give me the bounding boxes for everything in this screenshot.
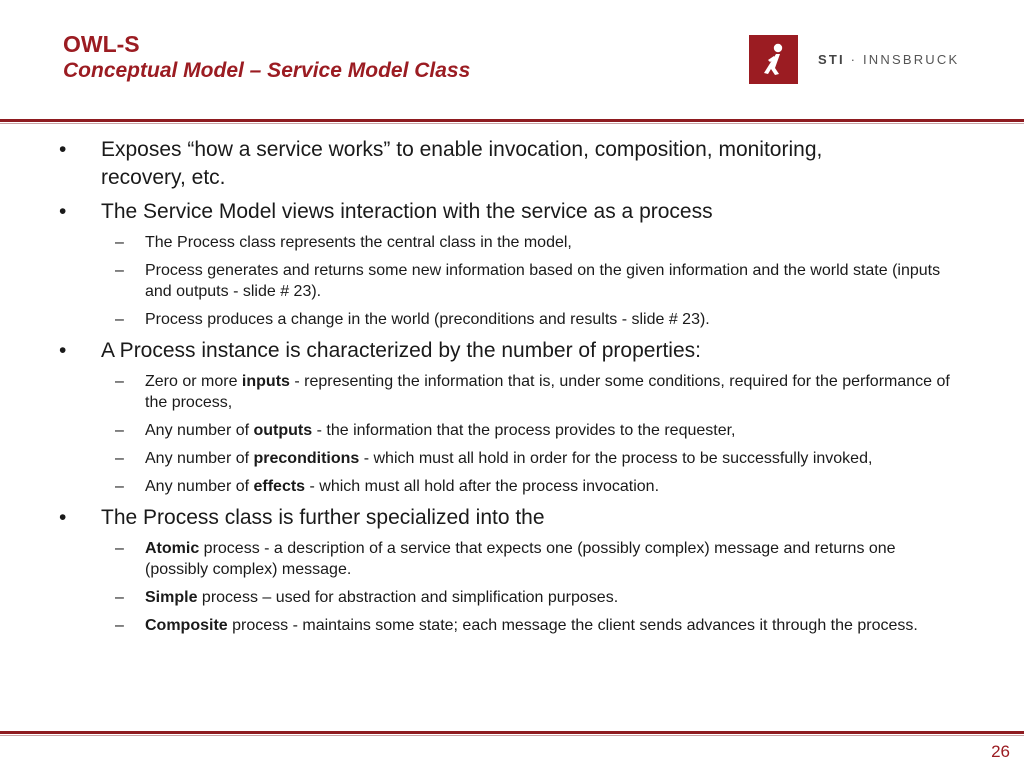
bullet-marker: • <box>59 339 67 362</box>
bullet-marker: • <box>59 138 67 161</box>
footer-divider-thin <box>0 735 1024 736</box>
sub-bullet-prefix: Any number of <box>145 478 254 495</box>
bullet-item <box>0 504 1024 532</box>
sub-bullet-item <box>0 538 1024 580</box>
header-divider <box>0 119 1024 122</box>
sub-bullet-text: - the information that the process provides to the requester, <box>312 422 736 439</box>
bullet-item <box>0 136 1024 192</box>
logo-name: INNSBRUCK <box>862 51 960 67</box>
sub-bullet-marker: – <box>115 262 124 279</box>
sub-bullet-marker: – <box>115 478 124 495</box>
sub-bullet-marker: – <box>115 589 124 606</box>
sub-bullet-text: - which must all hold in order for the process to be successfully invoked, <box>359 450 873 467</box>
sub-bullet-text: - representing the information that is, under some conditions, required for the performance of the process, <box>145 373 950 411</box>
sub-bullet-marker: – <box>115 234 124 251</box>
slide-title <box>63 30 470 84</box>
sub-bullet-item <box>0 260 1024 302</box>
sub-bullet-item <box>0 476 1024 497</box>
sub-bullet-marker: – <box>115 617 124 634</box>
sub-bullet-text: The Process class represents the central class in the model, <box>145 234 572 251</box>
sub-bullet-prefix: Any number of <box>145 450 254 467</box>
slide-content <box>0 136 1024 643</box>
sub-bullet-keyword: Simple <box>145 589 198 606</box>
sti-figure-logo-icon <box>749 35 798 84</box>
sub-bullet-prefix: Any number of <box>145 422 254 439</box>
sub-bullet-keyword: effects <box>253 478 306 495</box>
sub-bullet-item <box>0 615 1024 636</box>
sub-bullet-keyword: inputs <box>241 373 290 390</box>
logo-wordmark <box>818 52 959 67</box>
sub-bullet-keyword: preconditions <box>253 450 360 467</box>
page-number: 26 <box>991 742 1010 761</box>
sub-bullet-marker: – <box>115 540 124 557</box>
sub-bullet-keyword: Atomic <box>145 540 200 557</box>
bullet-item <box>0 337 1024 365</box>
bullet-text: Exposes “how a service works” to enable invocation, composition, monitoring, recovery, etc. <box>101 138 823 189</box>
slide-title-main: OWL-S <box>63 31 140 57</box>
sub-bullet-marker: – <box>115 311 124 328</box>
logo-separator: · <box>844 51 863 67</box>
bullet-marker: • <box>59 506 67 529</box>
logo-brand: STI <box>818 51 845 67</box>
sti-innsbruck-logo <box>749 35 959 83</box>
sub-bullet-item <box>0 309 1024 330</box>
sub-bullet-marker: – <box>115 373 124 390</box>
header-divider-thin <box>0 123 1024 124</box>
sub-bullet-item <box>0 371 1024 413</box>
bullet-text: The Process class is further specialized into the <box>101 506 545 529</box>
bullet-text: The Service Model views interaction with the service as a process <box>101 200 713 223</box>
bullet-item <box>0 198 1024 226</box>
sub-bullet-text: Process produces a change in the world (preconditions and results - slide # 23). <box>145 311 710 328</box>
sub-bullet-marker: – <box>115 450 124 467</box>
sub-bullet-text: Process generates and returns some new information based on the given information and the world state (inputs and outputs - slide # 23). <box>145 262 941 300</box>
sub-bullet-item <box>0 232 1024 253</box>
footer-divider <box>0 731 1024 734</box>
slide-subtitle: Conceptual Model – Service Model Class <box>63 59 471 82</box>
sub-bullet-text: - which must all hold after the process invocation. <box>305 478 660 495</box>
sub-bullet-keyword: outputs <box>253 422 313 439</box>
sub-bullet-item <box>0 448 1024 469</box>
bullet-marker: • <box>59 200 67 223</box>
sub-bullet-keyword: Composite <box>145 617 228 634</box>
sub-bullet-item <box>0 420 1024 441</box>
sub-bullet-marker: – <box>115 422 124 439</box>
sub-bullet-text: process – used for abstraction and simplification purposes. <box>197 589 619 606</box>
bullet-text: A Process instance is characterized by the number of properties: <box>101 339 701 362</box>
sub-bullet-prefix: Zero or more <box>145 373 242 390</box>
sub-bullet-text: process - a description of a service that expects one (possibly complex) message and returns one (possibly complex) message. <box>145 540 896 578</box>
sub-bullet-text: process - maintains some state; each message the client sends advances it through the process. <box>227 617 918 634</box>
sub-bullet-item <box>0 587 1024 608</box>
